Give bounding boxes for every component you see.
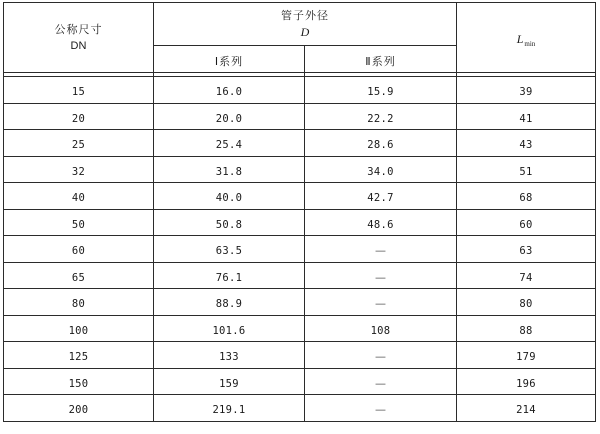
table-row [4,77,596,104]
dn-cell-value: 50 [71,218,86,231]
dn-cell [4,342,154,369]
dn-cell [4,130,154,157]
dn-cell-value: 65 [71,271,86,284]
table-row [4,342,596,369]
header-nominal-size-cn: 公称尺寸 [54,22,103,36]
table-row [4,395,596,422]
pipe-dimension-table [3,2,596,422]
series-1-cell [154,77,305,104]
header-series-1-label: Ⅰ系列 [214,54,244,68]
series-2-cell [305,183,457,210]
lmin-cell-value: 80 [519,298,533,311]
dn-cell-value: 80 [71,298,86,311]
series-1-cell-value: 50.8 [215,218,243,231]
series-1-cell-value: 88.9 [215,298,243,311]
series-1-cell [154,183,305,210]
series-2-cell-value: 15.9 [367,86,394,99]
series-2-cell-value: — [375,376,386,390]
dn-cell-value: 20 [71,112,86,125]
series-1-cell-value: 133 [219,351,239,364]
series-2-cell [305,103,457,130]
series-2-cell-value: — [375,350,386,364]
series-2-cell-value: 34.0 [367,165,394,178]
table-row [4,156,596,183]
lmin-cell-value: 88 [519,324,533,337]
dn-cell-value: 125 [68,351,89,364]
lmin-cell [457,156,596,183]
header-series-1 [154,46,305,73]
lmin-cell [457,368,596,395]
dn-cell [4,209,154,236]
header-nominal-size [4,3,154,73]
lmin-cell-value: 196 [516,377,536,390]
series-1-cell [154,156,305,183]
dn-cell-value: 25 [71,139,86,152]
series-1-cell-value: 25.4 [215,139,243,152]
dn-cell [4,289,154,316]
table-body [4,77,596,422]
header-series-2 [305,46,457,73]
series-2-cell-value: 42.7 [367,192,394,205]
series-2-cell-value: — [375,297,386,311]
lmin-cell [457,130,596,157]
dn-cell [4,183,154,210]
series-1-cell-value: 63.5 [215,245,243,258]
table-row [4,262,596,289]
series-2-cell-value: — [375,244,386,258]
series-2-cell [305,156,457,183]
lmin-cell [457,289,596,316]
header-nominal-size-dn: DN [70,39,87,52]
series-2-cell-value: 28.6 [367,139,394,152]
series-1-cell-value: 16.0 [215,86,243,99]
dn-cell-value: 100 [68,324,89,337]
lmin-cell [457,262,596,289]
series-1-cell-value: 101.6 [212,324,246,337]
series-1-cell [154,130,305,157]
series-1-cell [154,342,305,369]
dn-cell-value: 150 [68,377,89,390]
series-2-cell [305,289,457,316]
dn-cell [4,103,154,130]
series-2-cell [305,315,457,342]
header-outer-diameter-cn: 管子外径 [281,9,329,22]
series-2-cell [305,209,457,236]
lmin-cell-value: 41 [519,112,533,125]
header-lmin-symbol: L [516,31,524,46]
series-2-cell [305,262,457,289]
series-1-cell [154,395,305,422]
lmin-cell [457,315,596,342]
table-row [4,130,596,157]
header-lmin [457,3,596,73]
series-2-cell [305,395,457,422]
lmin-cell-value: 39 [519,86,533,99]
table-row [4,103,596,130]
series-2-cell-value: — [375,270,386,284]
series-2-cell [305,130,457,157]
series-1-cell [154,209,305,236]
table-row [4,289,596,316]
dn-cell-value: 60 [71,245,86,258]
lmin-cell-value: 43 [519,139,533,152]
dn-cell [4,262,154,289]
series-1-cell [154,315,305,342]
header-lmin-label [517,32,536,46]
dn-cell [4,315,154,342]
dn-cell [4,77,154,104]
dn-cell-value: 32 [71,165,86,178]
table-row [4,315,596,342]
series-1-cell [154,236,305,263]
table-header [4,3,596,77]
header-outer-diameter [154,3,457,46]
series-1-cell-value: 20.0 [215,112,243,125]
series-2-cell-value: 48.6 [367,218,394,231]
series-1-cell-value: 31.8 [215,165,243,178]
lmin-cell-value: 63 [519,245,533,258]
series-2-cell [305,236,457,263]
series-1-cell [154,262,305,289]
lmin-cell [457,103,596,130]
series-1-cell [154,103,305,130]
table-row [4,368,596,395]
dn-cell-value: 40 [71,192,86,205]
lmin-cell-value: 51 [519,165,533,178]
dn-cell-value: 15 [71,86,86,99]
series-2-cell-value: 22.2 [367,112,394,125]
lmin-cell [457,342,596,369]
dn-cell [4,156,154,183]
series-2-cell [305,342,457,369]
lmin-cell [457,183,596,210]
lmin-cell [457,236,596,263]
lmin-cell-value: 214 [516,404,536,417]
lmin-cell-value: 179 [516,351,536,364]
lmin-cell-value: 74 [519,271,533,284]
series-1-cell-value: 159 [219,377,239,390]
dn-cell [4,395,154,422]
lmin-cell [457,209,596,236]
header-outer-diameter-symbol: D [300,25,310,39]
series-1-cell-value: 219.1 [212,404,246,417]
lmin-cell [457,77,596,104]
lmin-cell-value: 68 [519,192,533,205]
header-series-2-label: Ⅱ系列 [365,54,396,68]
dn-cell [4,368,154,395]
series-1-cell [154,289,305,316]
series-2-cell [305,77,457,104]
dn-cell [4,236,154,263]
series-1-cell [154,368,305,395]
series-1-cell-value: 76.1 [215,271,243,284]
table-row [4,209,596,236]
series-2-cell-value: 108 [370,324,391,337]
lmin-cell-value: 60 [519,218,533,231]
lmin-cell [457,395,596,422]
table-row [4,183,596,210]
series-2-cell [305,368,457,395]
header-lmin-subscript: min [524,39,536,48]
dn-cell-value: 200 [68,404,89,417]
series-1-cell-value: 40.0 [215,192,243,205]
table-row [4,236,596,263]
series-2-cell-value: — [375,403,386,417]
